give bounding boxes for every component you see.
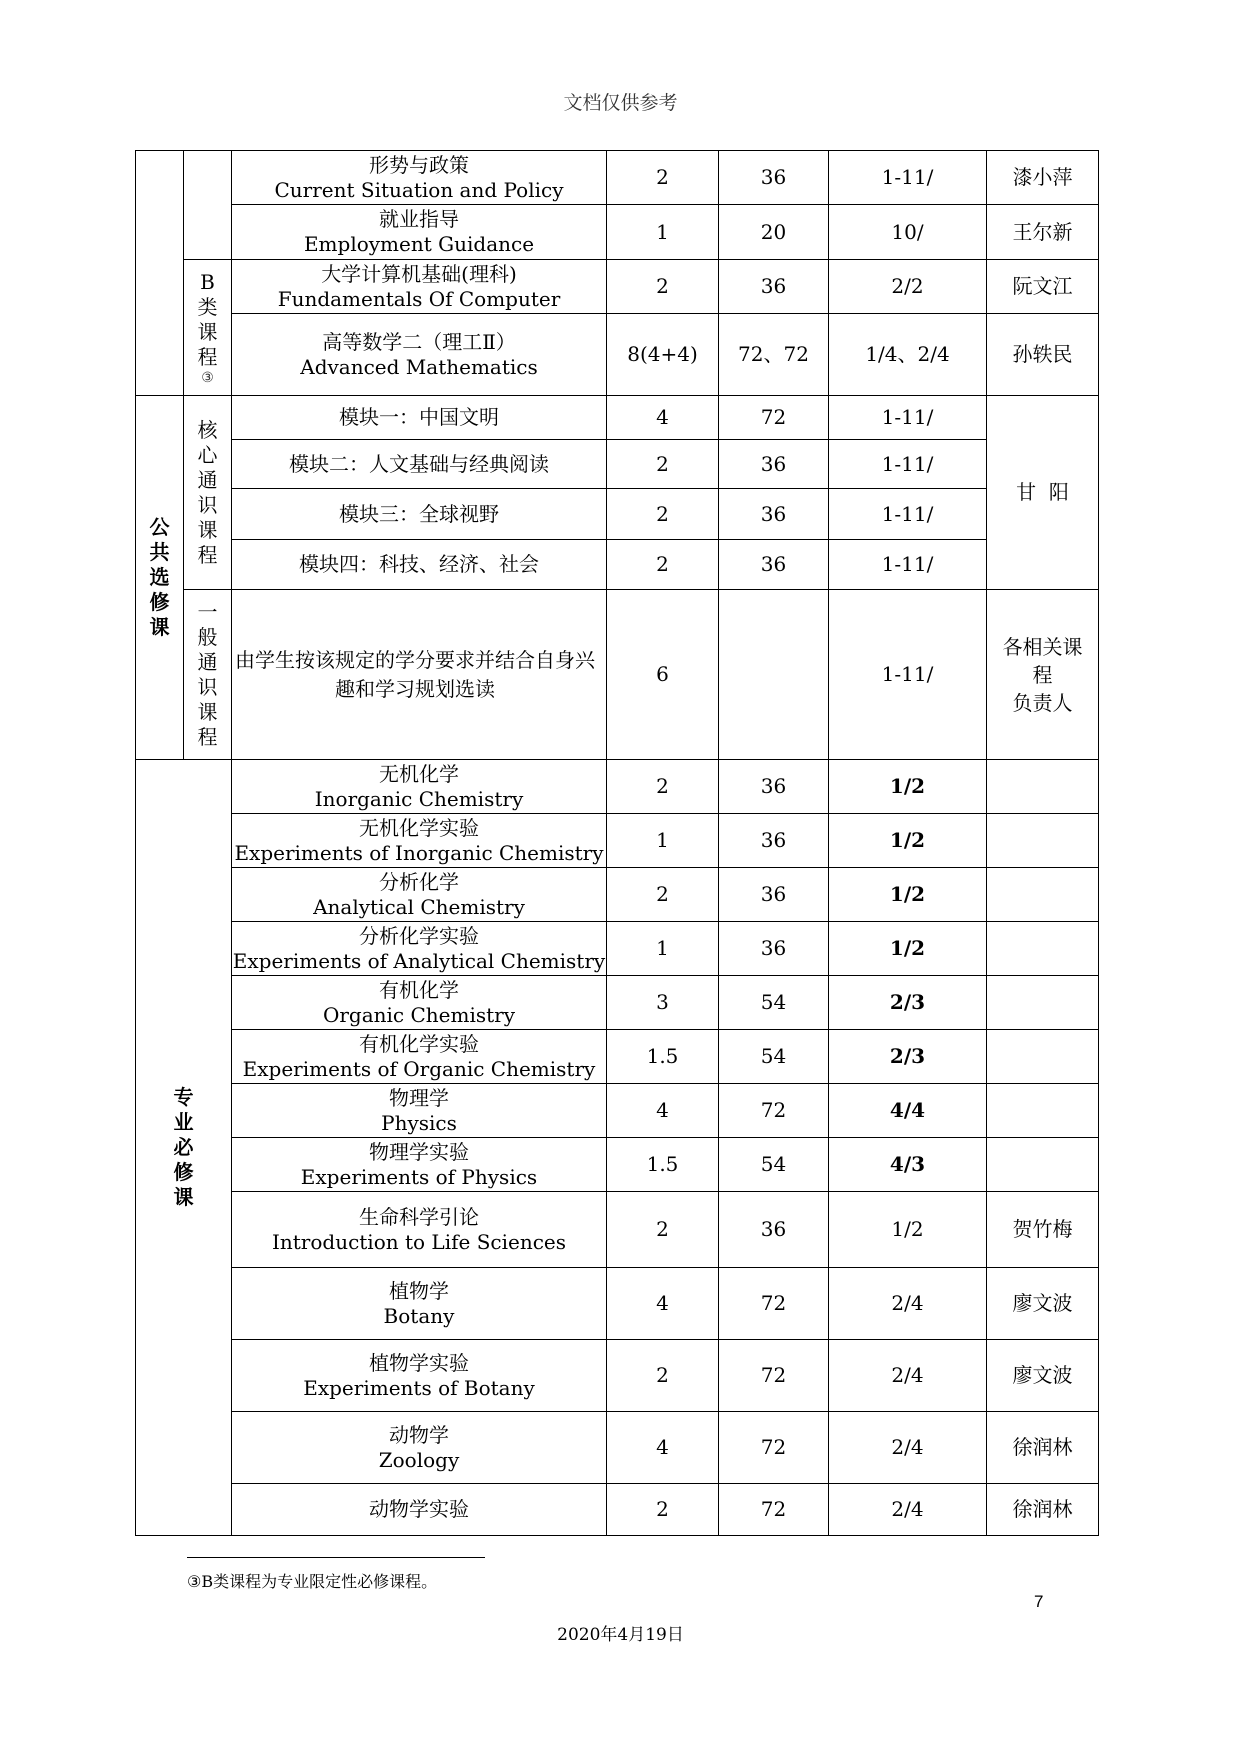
hours-cell: 72 — [719, 1412, 829, 1484]
term-cell: 1-11/ — [829, 151, 987, 205]
term-cell: 1/2 — [829, 814, 987, 868]
term-cell: 1-11/ — [829, 489, 987, 540]
table-row — [136, 260, 1099, 314]
teacher-cell — [987, 1084, 1099, 1138]
teacher-cell: 廖文波 — [987, 1340, 1099, 1412]
credit-cell: 2 — [607, 760, 719, 814]
teacher-cell: 贺竹梅 — [987, 1192, 1099, 1268]
term-cell: 2/2 — [829, 260, 987, 314]
term-cell: 4/4 — [829, 1084, 987, 1138]
teacher-cell — [987, 1138, 1099, 1192]
modules-teacher-cell: 甘 阳 — [987, 396, 1099, 590]
course-name-cell: 形势与政策 Current Situation and Policy — [232, 151, 607, 205]
term-cell: 1/2 — [829, 1192, 987, 1268]
course-name-cell: 无机化学 Inorganic Chemistry — [232, 760, 607, 814]
table-row — [136, 1340, 1099, 1412]
credit-cell: 2 — [607, 540, 719, 590]
term-cell: 2/4 — [829, 1268, 987, 1340]
table-row — [136, 1484, 1099, 1536]
credit-cell: 4 — [607, 396, 719, 440]
course-name-cell: 植物学 Botany — [232, 1268, 607, 1340]
course-name-cell: 有机化学实验 Experiments of Organic Chemistry — [232, 1030, 607, 1084]
footnote-divider — [187, 1557, 485, 1558]
credit-cell: 1 — [607, 205, 719, 260]
hours-cell: 54 — [719, 1030, 829, 1084]
course-name-cell: 分析化学实验 Experiments of Analytical Chemistry — [232, 922, 607, 976]
credit-cell: 2 — [607, 868, 719, 922]
table-row — [136, 1138, 1099, 1192]
page-header: 文档仅供参考 — [563, 92, 678, 114]
term-cell: 1-11/ — [829, 440, 987, 489]
footnote-mark: ③ — [187, 1572, 202, 1591]
major-required-label: 专 业 必 修 课 — [136, 760, 232, 1536]
hours-cell: 54 — [719, 976, 829, 1030]
hours-cell: 54 — [719, 1138, 829, 1192]
term-cell: 1-11/ — [829, 396, 987, 440]
module-name-cell: 模块四：科技、经济、社会 — [232, 540, 607, 590]
credit-cell: 3 — [607, 976, 719, 1030]
hours-cell: 36 — [719, 868, 829, 922]
term-cell: 2/3 — [829, 976, 987, 1030]
core-general-label: 核 心 通 识 课 程 — [184, 396, 232, 590]
footnote — [187, 1569, 437, 1592]
course-name-cell: 动物学 Zoology — [232, 1412, 607, 1484]
teacher-cell: 漆小萍 — [987, 151, 1099, 205]
module-name-cell: 模块二：人文基础与经典阅读 — [232, 440, 607, 489]
course-name-cell: 动物学实验 — [232, 1484, 607, 1536]
course-name-cell: 分析化学 Analytical Chemistry — [232, 868, 607, 922]
hours-cell: 36 — [719, 440, 829, 489]
general-desc-cell: 由学生按该规定的学分要求并结合自身兴趣和学习规划选读 — [232, 590, 607, 760]
credit-cell: 2 — [607, 1484, 719, 1536]
table-row — [136, 489, 1099, 540]
teacher-cell: 王尔新 — [987, 205, 1099, 260]
course-name-cell: 就业指导 Employment Guidance — [232, 205, 607, 260]
footnote-text: B类课程为专业限定性必修课程。 — [201, 1572, 438, 1591]
term-cell: 2/3 — [829, 1030, 987, 1084]
hours-cell: 36 — [719, 814, 829, 868]
credit-cell: 4 — [607, 1412, 719, 1484]
term-cell: 1/4、2/4 — [829, 314, 987, 396]
credit-cell: 2 — [607, 1340, 719, 1412]
page-number: 7 — [1034, 1592, 1044, 1611]
term-cell: 2/4 — [829, 1484, 987, 1536]
term-cell: 1/2 — [829, 760, 987, 814]
credit-cell: 1.5 — [607, 1138, 719, 1192]
table-row — [136, 396, 1099, 440]
term-cell: 10/ — [829, 205, 987, 260]
course-name-cell: 植物学实验 Experiments of Botany — [232, 1340, 607, 1412]
teacher-cell: 徐润林 — [987, 1412, 1099, 1484]
teacher-cell — [987, 814, 1099, 868]
hours-cell: 36 — [719, 151, 829, 205]
credit-cell: 1.5 — [607, 1030, 719, 1084]
table-row — [136, 760, 1099, 814]
table-row — [136, 540, 1099, 590]
group-cell-empty — [136, 151, 184, 396]
module-name-cell: 模块一：中国文明 — [232, 396, 607, 440]
teacher-cell: 廖文波 — [987, 1268, 1099, 1340]
hours-cell: 72 — [719, 1340, 829, 1412]
table-row — [136, 868, 1099, 922]
table-row — [136, 440, 1099, 489]
table-row — [136, 1268, 1099, 1340]
table-row — [136, 1084, 1099, 1138]
table-row — [136, 1192, 1099, 1268]
term-cell: 1/2 — [829, 868, 987, 922]
teacher-cell: 徐润林 — [987, 1484, 1099, 1536]
term-cell: 1/2 — [829, 922, 987, 976]
table-row — [136, 814, 1099, 868]
hours-cell: 72 — [719, 396, 829, 440]
hours-cell: 72 — [719, 1268, 829, 1340]
teacher-cell — [987, 1030, 1099, 1084]
table-row — [136, 922, 1099, 976]
table-row — [136, 590, 1099, 760]
hours-cell: 36 — [719, 1192, 829, 1268]
hours-cell — [719, 590, 829, 760]
credit-cell: 2 — [607, 440, 719, 489]
teacher-cell: 阮文江 — [987, 260, 1099, 314]
hours-cell: 72、72 — [719, 314, 829, 396]
table-row — [136, 976, 1099, 1030]
hours-cell: 36 — [719, 260, 829, 314]
credit-cell: 4 — [607, 1084, 719, 1138]
teacher-cell — [987, 760, 1099, 814]
general-label: 一 般 通 识 课 程 — [184, 590, 232, 760]
term-cell: 4/3 — [829, 1138, 987, 1192]
credit-cell: 1 — [607, 814, 719, 868]
term-cell: 1-11/ — [829, 590, 987, 760]
credit-cell: 2 — [607, 1192, 719, 1268]
course-name-cell: 高等数学二（理工Ⅱ） Advanced Mathematics — [232, 314, 607, 396]
table-row — [136, 205, 1099, 260]
hours-cell: 36 — [719, 540, 829, 590]
course-name-cell: 物理学 Physics — [232, 1084, 607, 1138]
credit-cell: 2 — [607, 151, 719, 205]
term-cell: 1-11/ — [829, 540, 987, 590]
course-name-cell: 有机化学 Organic Chemistry — [232, 976, 607, 1030]
hours-cell: 36 — [719, 922, 829, 976]
hours-cell: 36 — [719, 489, 829, 540]
public-elective-label: 公 共 选 修 课 — [136, 396, 184, 760]
course-name-cell: 生命科学引论 Introduction to Life Sciences — [232, 1192, 607, 1268]
hours-cell: 72 — [719, 1484, 829, 1536]
table-row — [136, 314, 1099, 396]
page-date: 2020年4月19日 — [557, 1625, 684, 1645]
subgroup-cell-empty — [184, 151, 232, 260]
term-cell: 2/4 — [829, 1340, 987, 1412]
credit-cell: 1 — [607, 922, 719, 976]
credit-cell: 6 — [607, 590, 719, 760]
teacher-cell: 各相关课 程 负责人 — [987, 590, 1099, 760]
hours-cell: 20 — [719, 205, 829, 260]
hours-cell: 72 — [719, 1084, 829, 1138]
teacher-cell — [987, 976, 1099, 1030]
hours-cell: 36 — [719, 760, 829, 814]
credit-cell: 4 — [607, 1268, 719, 1340]
table-row — [136, 1412, 1099, 1484]
table-row — [136, 1030, 1099, 1084]
table-row — [136, 151, 1099, 205]
module-name-cell: 模块三：全球视野 — [232, 489, 607, 540]
credit-cell: 2 — [607, 489, 719, 540]
course-name-cell: 无机化学实验 Experiments of Inorganic Chemistry — [232, 814, 607, 868]
credit-cell: 8(4+4) — [607, 314, 719, 396]
credit-cell: 2 — [607, 260, 719, 314]
course-name-cell: 大学计算机基础(理科) Fundamentals Of Computer — [232, 260, 607, 314]
course-table — [135, 150, 1099, 1536]
term-cell: 2/4 — [829, 1412, 987, 1484]
b-class-label: B 类 课 程 ③ — [184, 260, 232, 396]
course-name-cell: 物理学实验 Experiments of Physics — [232, 1138, 607, 1192]
teacher-cell: 孙轶民 — [987, 314, 1099, 396]
teacher-cell — [987, 922, 1099, 976]
teacher-cell — [987, 868, 1099, 922]
